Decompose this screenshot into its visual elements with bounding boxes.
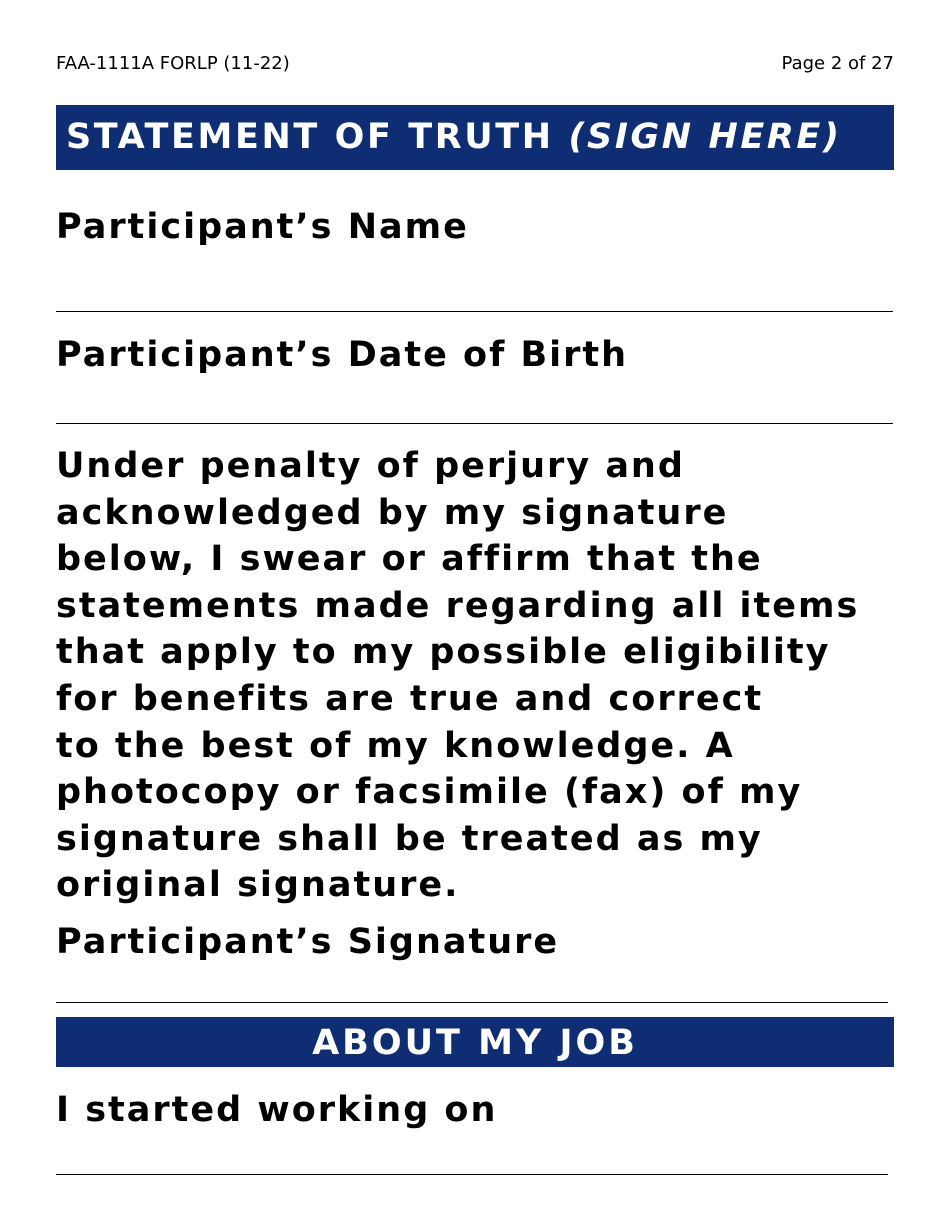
page-header	[56, 52, 894, 78]
participant-name-label: Participant’s Name	[56, 207, 469, 247]
statement-line: below, I swear or affirm that the	[56, 539, 763, 580]
statement-line: original signature.	[56, 865, 460, 906]
statement-line: to the best of my knowledge. A	[56, 725, 735, 766]
statement-line: statements made regarding all items	[56, 585, 860, 626]
participant-signature-label: Participant’s Signature	[56, 922, 560, 962]
statement-title-main: STATEMENT OF TRUTH	[66, 117, 569, 157]
statement-line: Under penalty of perjury and	[56, 446, 685, 486]
participant-signature-field[interactable]	[56, 1002, 888, 1003]
statement-line: that apply to my possible eligibility	[56, 632, 831, 673]
started-working-field[interactable]	[56, 1174, 888, 1175]
started-working-label: I started working on	[56, 1090, 498, 1130]
participant-dob-label: Participant’s Date of Birth	[56, 335, 629, 375]
participant-name-field[interactable]	[56, 311, 893, 312]
participant-dob-field[interactable]	[56, 423, 893, 424]
statement-line: signature shall be treated as my	[56, 818, 763, 859]
statement-title-italic: (SIGN HERE)	[568, 117, 842, 157]
perjury-statement	[56, 443, 906, 909]
statement-line: for benefits are true and correct	[56, 678, 764, 719]
page-number: Page 2 of 27	[781, 53, 894, 74]
statement-line: photocopy or facsimile (fax) of my	[56, 772, 803, 813]
statement-line: acknowledged by my signature	[56, 492, 729, 533]
form-id: FAA-1111A FORLP (11-22)	[56, 53, 290, 74]
statement-of-truth-banner	[56, 105, 894, 170]
about-my-job-banner: ABOUT MY JOB	[56, 1017, 894, 1067]
